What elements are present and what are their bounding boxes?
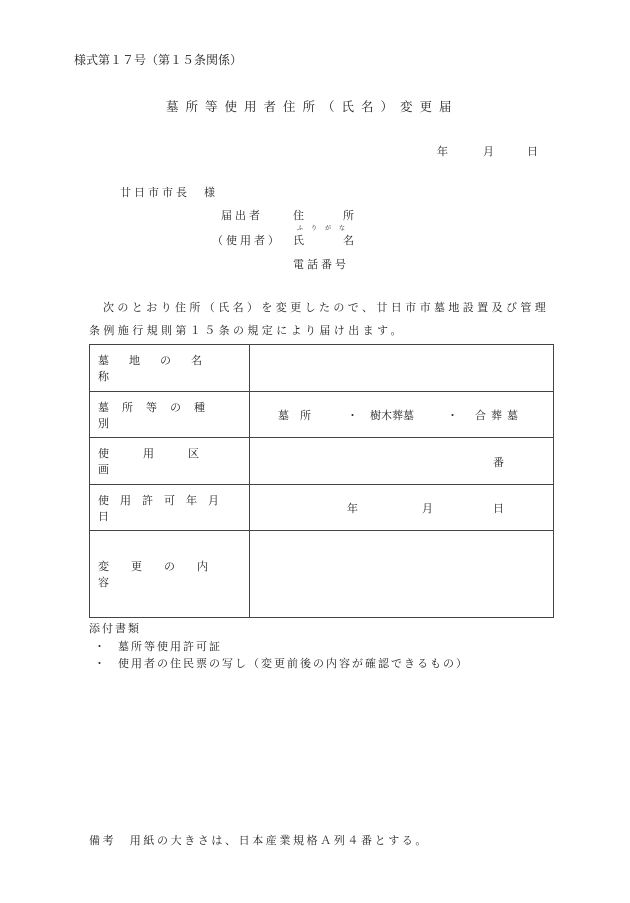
plot-type-label: 墓所等の種別 (90, 392, 250, 437)
row-plot-type (90, 392, 553, 438)
permit-date-day: 日 (493, 502, 504, 515)
cemetery-name-label: 墓地の名称 (90, 345, 250, 391)
plot-type-separator: ・ (347, 409, 358, 422)
form-title: 墓所等使用者住所（氏名）変更届 (166, 99, 459, 114)
plot-type-option-joint[interactable]: 合葬墓 (475, 409, 523, 422)
user-label: （使用者） (212, 234, 282, 247)
form-table (89, 344, 554, 618)
date-day: 日 (527, 145, 538, 158)
plot-type-option-tree[interactable]: 樹木葬墓 (370, 409, 414, 422)
body-text-line-1: 次のとおり住所（氏名）を変更したので、廿日市市墓地設置及び管理 (103, 301, 550, 314)
section-suffix: 番 (493, 456, 504, 469)
date-year: 年 (437, 145, 448, 158)
change-content-label: 変更の内容 (90, 531, 250, 617)
plot-type-option-grave[interactable]: 墓 所 (278, 409, 311, 422)
name-label: 氏 名 (293, 234, 368, 247)
addressee: 廿日市市長 様 (120, 186, 218, 199)
row-cemetery-name (90, 345, 553, 392)
attachment-item: 墓所等使用許可証 (118, 640, 222, 653)
footnote: 備考 用紙の大きさは、日本産業規格Ａ列４番とする。 (89, 834, 429, 847)
attachment-bullet: ・ (94, 657, 105, 670)
attachment-item: 使用者の住民票の写し（変更前後の内容が確認できるもの） (118, 657, 469, 670)
row-change-content (90, 531, 553, 617)
address-label: 住 所 (293, 209, 368, 222)
form-number: 様式第１７号（第１５条関係） (74, 53, 243, 67)
section-label: 使用区画 (90, 438, 250, 484)
permit-date-month: 月 (422, 502, 433, 515)
change-content-field[interactable] (250, 531, 553, 617)
permit-date-year: 年 (347, 502, 358, 515)
submitter-label: 届出者 (221, 209, 263, 222)
attachment-bullet: ・ (94, 640, 105, 653)
furigana-label: ふ り が な (297, 225, 347, 232)
date-month: 月 (483, 145, 494, 158)
body-text-line-2: 条例施行規則第１５条の規定により届け出ます。 (89, 324, 405, 337)
attachments-heading: 添付書類 (89, 622, 141, 635)
permit-date-label: 使用許可年月日 (90, 485, 250, 530)
row-permit-date (90, 485, 553, 531)
plot-type-separator: ・ (447, 409, 458, 422)
phone-label: 電話番号 (293, 258, 349, 271)
plot-type-options (250, 392, 553, 437)
row-section (90, 438, 553, 485)
permit-date-field[interactable] (250, 485, 553, 530)
section-field[interactable] (250, 438, 553, 484)
cemetery-name-field[interactable] (250, 345, 553, 391)
